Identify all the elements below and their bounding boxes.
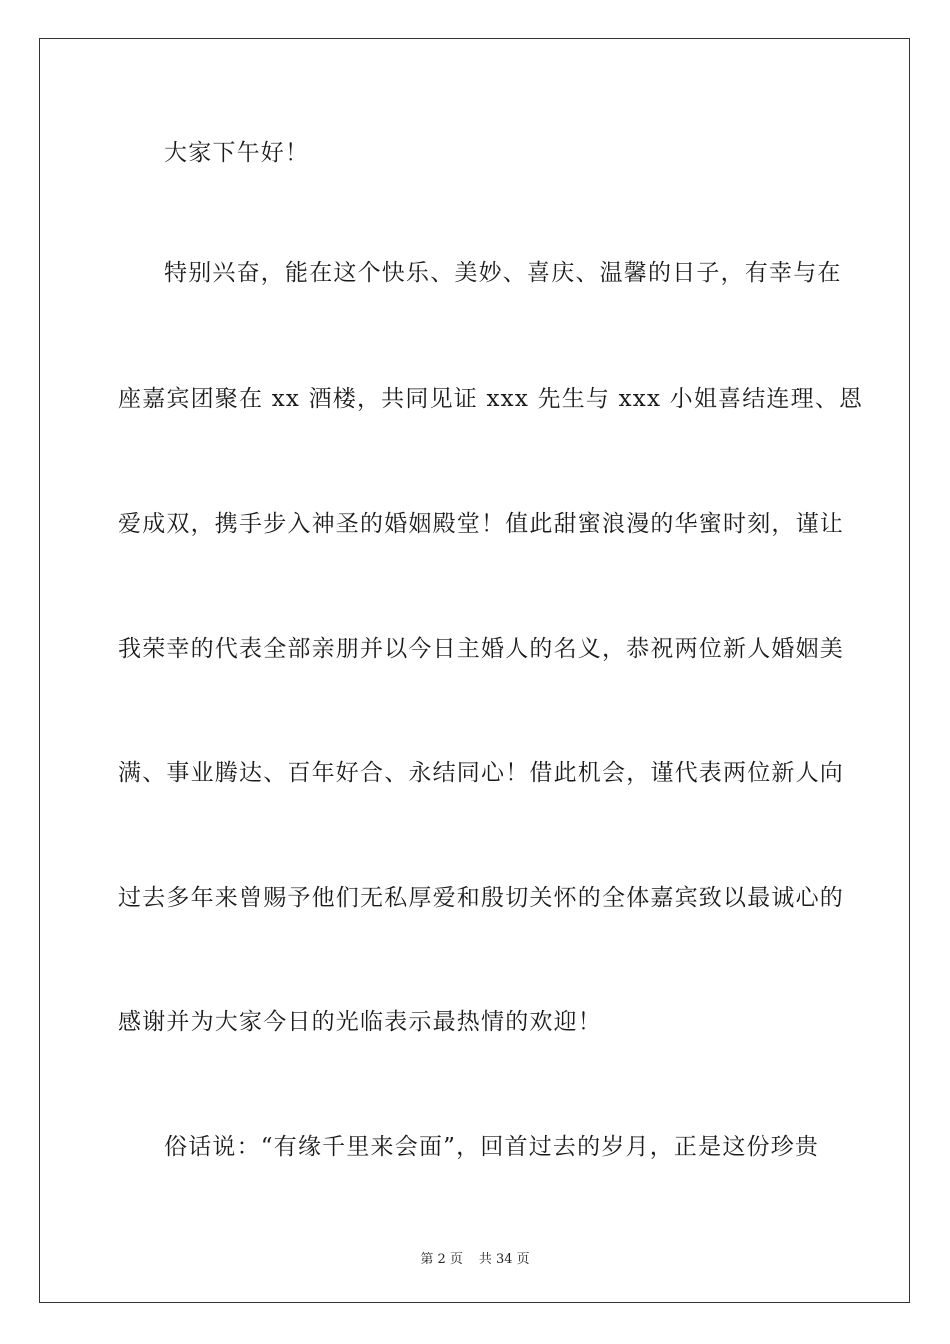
total-pages: 共 34 页	[478, 1252, 530, 1267]
text-line-2: 特别兴奋，能在这个快乐、美妙、喜庆、温馨的日子，有幸与在	[164, 260, 842, 286]
text-line-4: 爱成双，携手步入神圣的婚姻殿堂！值此甜蜜浪漫的华蜜时刻，谨让	[118, 511, 844, 537]
text-line-1: 大家下午好！	[164, 140, 310, 166]
text-line-7: 过去多年来曾赐予他们无私厚爱和殷切关怀的全体嘉宾致以最诚心的	[118, 885, 844, 911]
text-line-3: 座嘉宾团聚在 xx 酒楼，共同见证 xxx 先生与 xxx 小姐喜结连理、恩	[118, 386, 864, 412]
text-line-6: 满、事业腾达、百年好合、永结同心！借此机会，谨代表两位新人向	[118, 760, 844, 786]
page-number: 第 2 页	[420, 1252, 463, 1267]
text-line-9: 俗话说：“有缘千里来会面”，回首过去的岁月，正是这份珍贵	[164, 1134, 820, 1160]
text-line-8: 感谢并为大家今日的光临表示最热情的欢迎！	[118, 1009, 602, 1035]
page-footer	[0, 1248, 950, 1267]
text-line-5: 我荣幸的代表全部亲朋并以今日主婚人的名义，恭祝两位新人婚姻美	[118, 636, 844, 662]
page-border	[39, 38, 910, 1303]
